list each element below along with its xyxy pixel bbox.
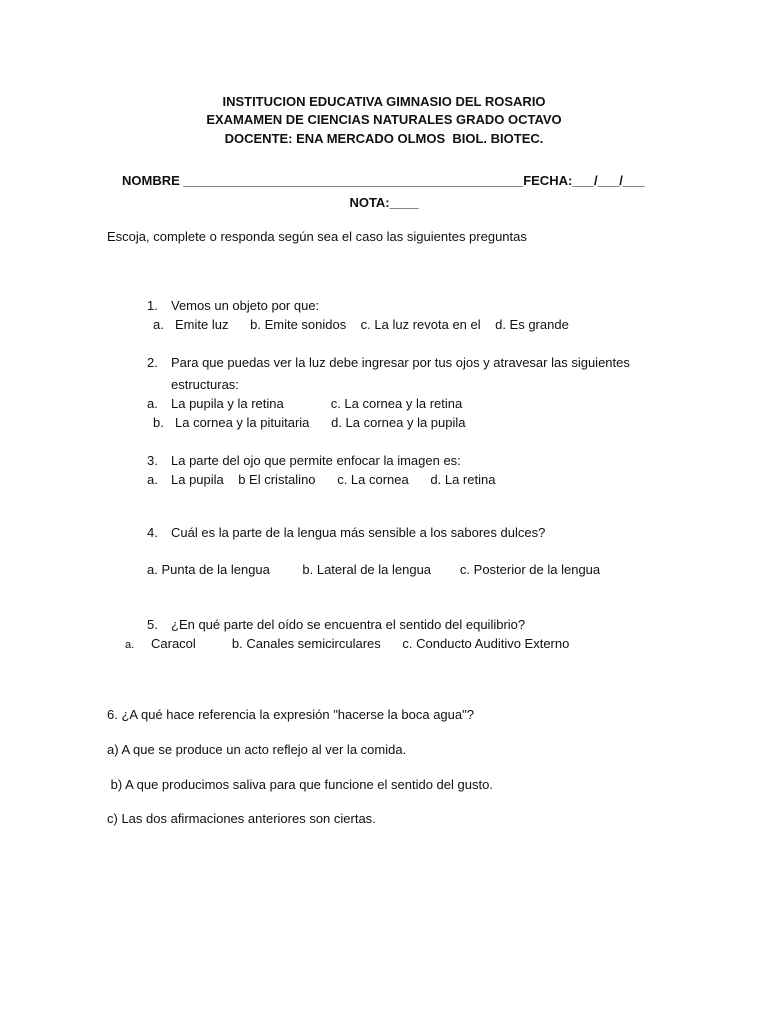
q3-letter: a. xyxy=(147,472,158,487)
q5-options: Caracol b. Canales semicirculares c. Conducto Auditivo Externo xyxy=(151,636,570,651)
teacher-name: DOCENTE: ENA MERCADO OLMOS BIOL. BIOTEC. xyxy=(224,131,544,146)
q2-row1-options: La pupila y la retina c. La cornea y la retina xyxy=(171,396,463,411)
q2-row2-options: La cornea y la pituitaria d. La cornea y la pupila xyxy=(175,415,466,430)
q5-number: 5. xyxy=(147,617,158,632)
q1-number: 1. xyxy=(147,298,158,313)
grade-field: NOTA:____ xyxy=(349,195,419,210)
q4-number: 4. xyxy=(147,525,158,540)
name-date-field: NOMBRE _______________________________________________FECHA:___/___/___ xyxy=(122,173,645,188)
q3-number: 3. xyxy=(147,453,158,468)
q1-options: Emite luz b. Emite sonidos c. La luz revota en el d. Es grande xyxy=(175,317,569,332)
q5-letter: a. xyxy=(125,639,135,651)
q5-text: ¿En qué parte del oído se encuentra el sentido del equilibrio? xyxy=(171,617,526,632)
q3-text: La parte del ojo que permite enfocar la imagen es: xyxy=(171,453,461,468)
q2-text: Para que puedas ver la luz debe ingresar por tus ojos y atravesar las siguientes xyxy=(171,355,630,370)
q6-option-b: b) A que producimos saliva para que funcione el sentido del gusto. xyxy=(107,777,493,792)
q2-text-cont: estructuras: xyxy=(171,377,239,392)
q2-row2-letter: b. xyxy=(153,415,164,430)
school-name: INSTITUCION EDUCATIVA GIMNASIO DEL ROSARIO xyxy=(222,94,546,109)
q6-option-c: c) Las dos afirmaciones anteriores son ciertas. xyxy=(107,811,376,826)
q6-option-a: a) A que se produce un acto reflejo al ver la comida. xyxy=(107,742,407,757)
q4-options: a. Punta de la lengua b. Lateral de la lengua c. Posterior de la lengua xyxy=(147,562,601,577)
q2-number: 2. xyxy=(147,355,158,370)
q4-text: Cuál es la parte de la lengua más sensible a los sabores dulces? xyxy=(171,525,546,540)
instructions: Escoja, complete o responda según sea el caso las siguientes preguntas xyxy=(107,229,527,244)
q1-letter: a. xyxy=(153,317,164,332)
exam-title: EXAMAMEN DE CIENCIAS NATURALES GRADO OCTAVO xyxy=(206,112,562,127)
q3-options: La pupila b El cristalino c. La cornea d. La retina xyxy=(171,472,496,487)
q1-text: Vemos un objeto por que: xyxy=(171,298,320,313)
q6-text: 6. ¿A qué hace referencia la expresión "hacerse la boca agua"? xyxy=(107,707,474,722)
q2-row1-letter: a. xyxy=(147,396,158,411)
